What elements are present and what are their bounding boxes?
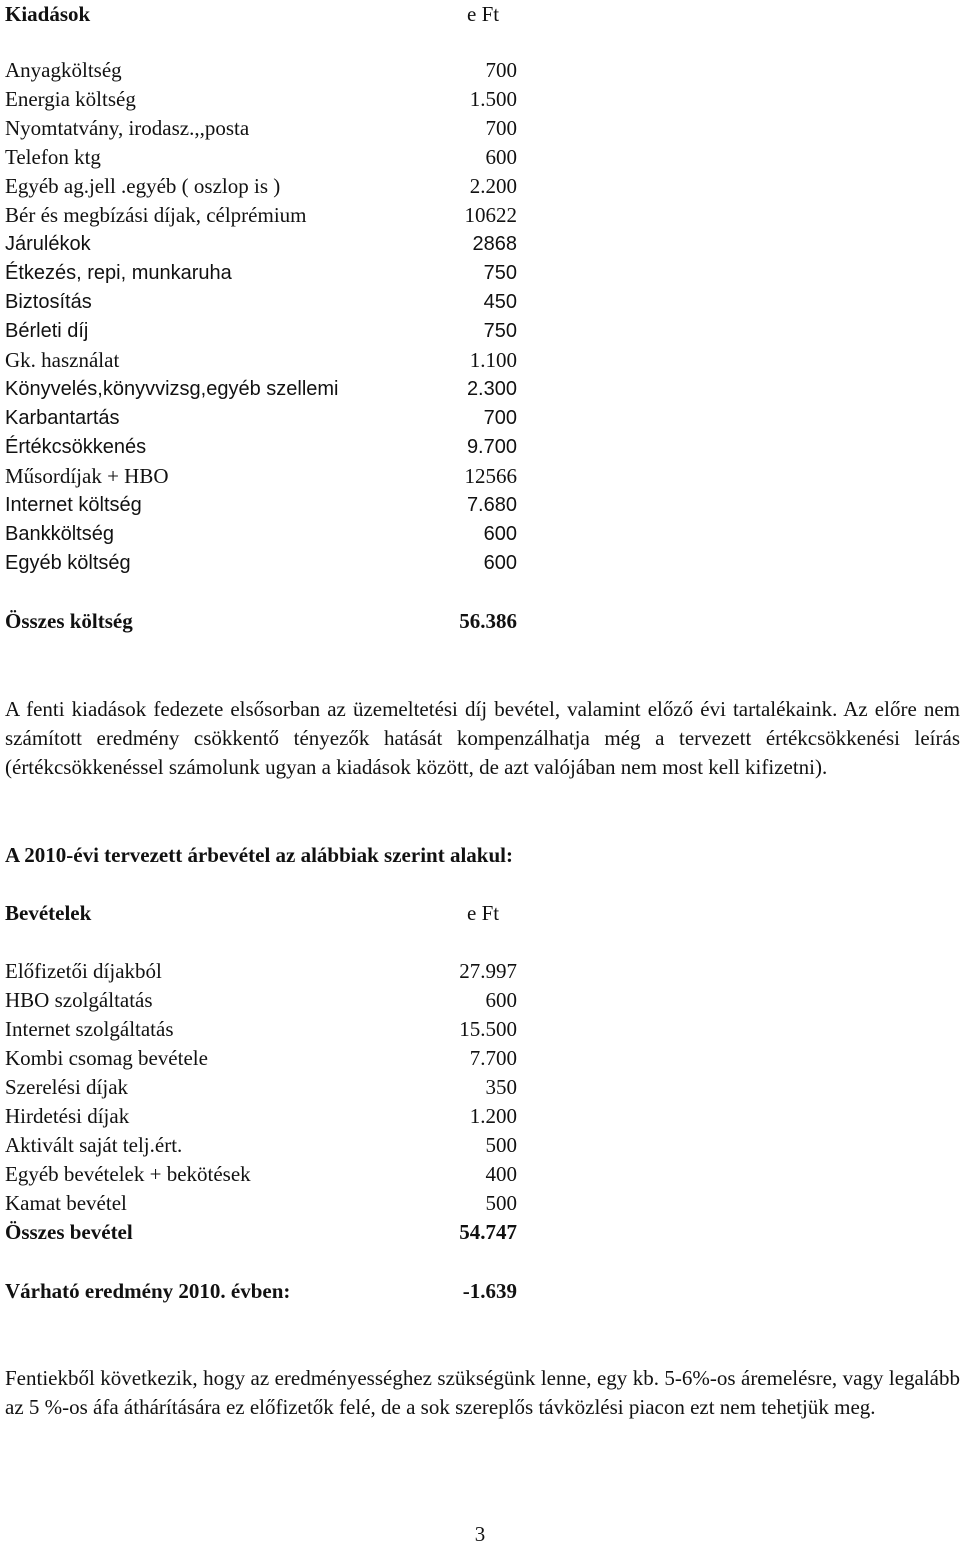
table-row: [5, 1015, 517, 1044]
expected-result-row: [5, 1277, 517, 1306]
expected-result-label: Várható eredmény 2010. évben:: [5, 1279, 291, 1303]
table-row: [5, 433, 517, 462]
table-row: [5, 1073, 517, 1102]
row-label: Hirdetési díjak: [5, 1104, 130, 1128]
row-label: Könyvelés,könyvvizsg,egyéb szellemi: [5, 378, 339, 400]
row-value: 2.200: [469, 174, 517, 198]
row-value: 2868: [472, 233, 517, 255]
row-label: Energia költség: [5, 87, 136, 111]
table-row: [5, 1044, 517, 1073]
row-value: 7.700: [469, 1046, 517, 1070]
row-value: 7.680: [466, 494, 517, 516]
revenue-total-label: Összes bevétel: [5, 1220, 133, 1244]
revenue-title: Bevételek: [5, 901, 92, 925]
row-value: 600: [483, 523, 517, 545]
row-value: 450: [483, 291, 517, 313]
row-label: Gk. használat: [5, 348, 120, 372]
expenses-unit: e Ft: [467, 2, 500, 26]
table-row: [5, 143, 517, 172]
row-label: Nyomtatvány, irodasz.,,posta: [5, 116, 250, 140]
table-row: [5, 1189, 517, 1218]
row-label: Telefon ktg: [5, 145, 101, 169]
row-label: Kombi csomag bevétele: [5, 1046, 208, 1070]
row-value: 750: [483, 262, 517, 284]
table-row: [5, 1160, 517, 1189]
row-label: Bankköltség: [5, 523, 114, 545]
row-label: Járulékok: [5, 233, 91, 255]
row-label: Egyéb bevételek + bekötések: [5, 1162, 251, 1186]
revenue-total-row: [5, 1218, 517, 1247]
table-row: [5, 520, 517, 549]
revenue-heading: A 2010-évi tervezett árbevétel az alábbiak szerint alakul:: [5, 843, 513, 867]
table-row: [5, 957, 517, 986]
table-row: [5, 317, 517, 346]
revenue-total-value: 54.747: [459, 1220, 517, 1244]
row-label: Internet költség: [5, 494, 142, 516]
revenue-unit: e Ft: [467, 901, 500, 925]
table-row: [5, 346, 517, 375]
row-label: Karbantartás: [5, 407, 120, 429]
row-value: 2.300: [466, 378, 517, 400]
expected-result-value: -1.639: [462, 1279, 517, 1303]
revenue-header: [5, 899, 517, 928]
table-row: [5, 230, 517, 259]
row-value: 600: [483, 552, 517, 574]
row-label: Kamat bevétel: [5, 1191, 127, 1215]
row-value: 9.700: [466, 436, 517, 458]
row-value: 700: [485, 116, 517, 140]
row-value: 500: [485, 1133, 517, 1157]
row-label: Biztosítás: [5, 291, 92, 313]
row-value: 600: [485, 988, 517, 1012]
row-value: 700: [483, 407, 517, 429]
table-row: [5, 201, 517, 230]
row-value: 500: [485, 1191, 517, 1215]
table-row: [5, 462, 517, 491]
table-row: [5, 986, 517, 1015]
table-row: [5, 259, 517, 288]
row-value: 400: [485, 1162, 517, 1186]
row-label: Internet szolgáltatás: [5, 1017, 174, 1041]
row-label: Aktivált saját telj.ért.: [5, 1133, 183, 1157]
row-label: Előfizetői díjakból: [5, 959, 162, 983]
row-label: Bérleti díj: [5, 320, 89, 342]
table-row: [5, 404, 517, 433]
table-row: [5, 1131, 517, 1160]
page-number: 3: [474, 1522, 486, 1546]
row-value: 750: [483, 320, 517, 342]
expenses-total-value: 56.386: [459, 609, 517, 633]
expenses-header: [5, 0, 517, 29]
table-row: [5, 549, 517, 578]
row-label: Szerelési díjak: [5, 1075, 129, 1099]
row-value: 600: [485, 145, 517, 169]
row-value: 350: [485, 1075, 517, 1099]
row-label: Műsordíjak + HBO: [5, 464, 169, 488]
table-row: [5, 288, 517, 317]
row-value: 27.997: [459, 959, 517, 983]
conclusion-paragraph: Fentiekből következik, hogy az eredményességhez szükségünk lenne, egy kb. 5-6%-os áremelésre, vagy legalább az 5 %-os áfa áthárítására ez előfizetők felé, de a sok szereplős távközlési piacon ezt nem tehetjük meg.: [5, 1366, 960, 1419]
row-label: Étkezés, repi, munkaruha: [5, 262, 232, 284]
table-row: [5, 375, 517, 404]
table-row: [5, 1102, 517, 1131]
row-value: 1.500: [469, 87, 517, 111]
row-label: Egyéb költség: [5, 552, 131, 574]
row-label: Értékcsökkenés: [5, 436, 147, 458]
row-value: 1.100: [469, 348, 517, 372]
expenses-explanation-paragraph: A fenti kiadások fedezete elsősorban az üzemeltetési díj bevétel, valamint előző évi tartalékaink. Az előre nem számított eredmény csökkentő tényezők hatását kompenzálhatja még a tervezett értékcsökkenési leírás (értékcsökkenéssel számolunk ugyan a kiadások között, de azt valójában nem most kell kifizetni).: [5, 697, 960, 779]
table-row: [5, 172, 517, 201]
table-row: [5, 85, 517, 114]
row-value: 700: [485, 58, 517, 82]
row-label: Bér és megbízási díjak, célprémium: [5, 203, 307, 227]
table-row: [5, 56, 517, 85]
row-label: Egyéb ag.jell .egyéb ( oszlop is ): [5, 174, 281, 198]
table-row: [5, 114, 517, 143]
row-label: Anyagköltség: [5, 58, 122, 82]
row-value: 15.500: [459, 1017, 517, 1041]
expenses-total-row: [5, 607, 517, 636]
expenses-total-label: Összes költség: [5, 609, 133, 633]
row-value: 1.200: [469, 1104, 517, 1128]
row-label: HBO szolgáltatás: [5, 988, 153, 1012]
table-row: [5, 491, 517, 520]
row-value: 12566: [464, 464, 517, 488]
expenses-title: Kiadások: [5, 2, 91, 26]
row-value: 10622: [464, 203, 517, 227]
